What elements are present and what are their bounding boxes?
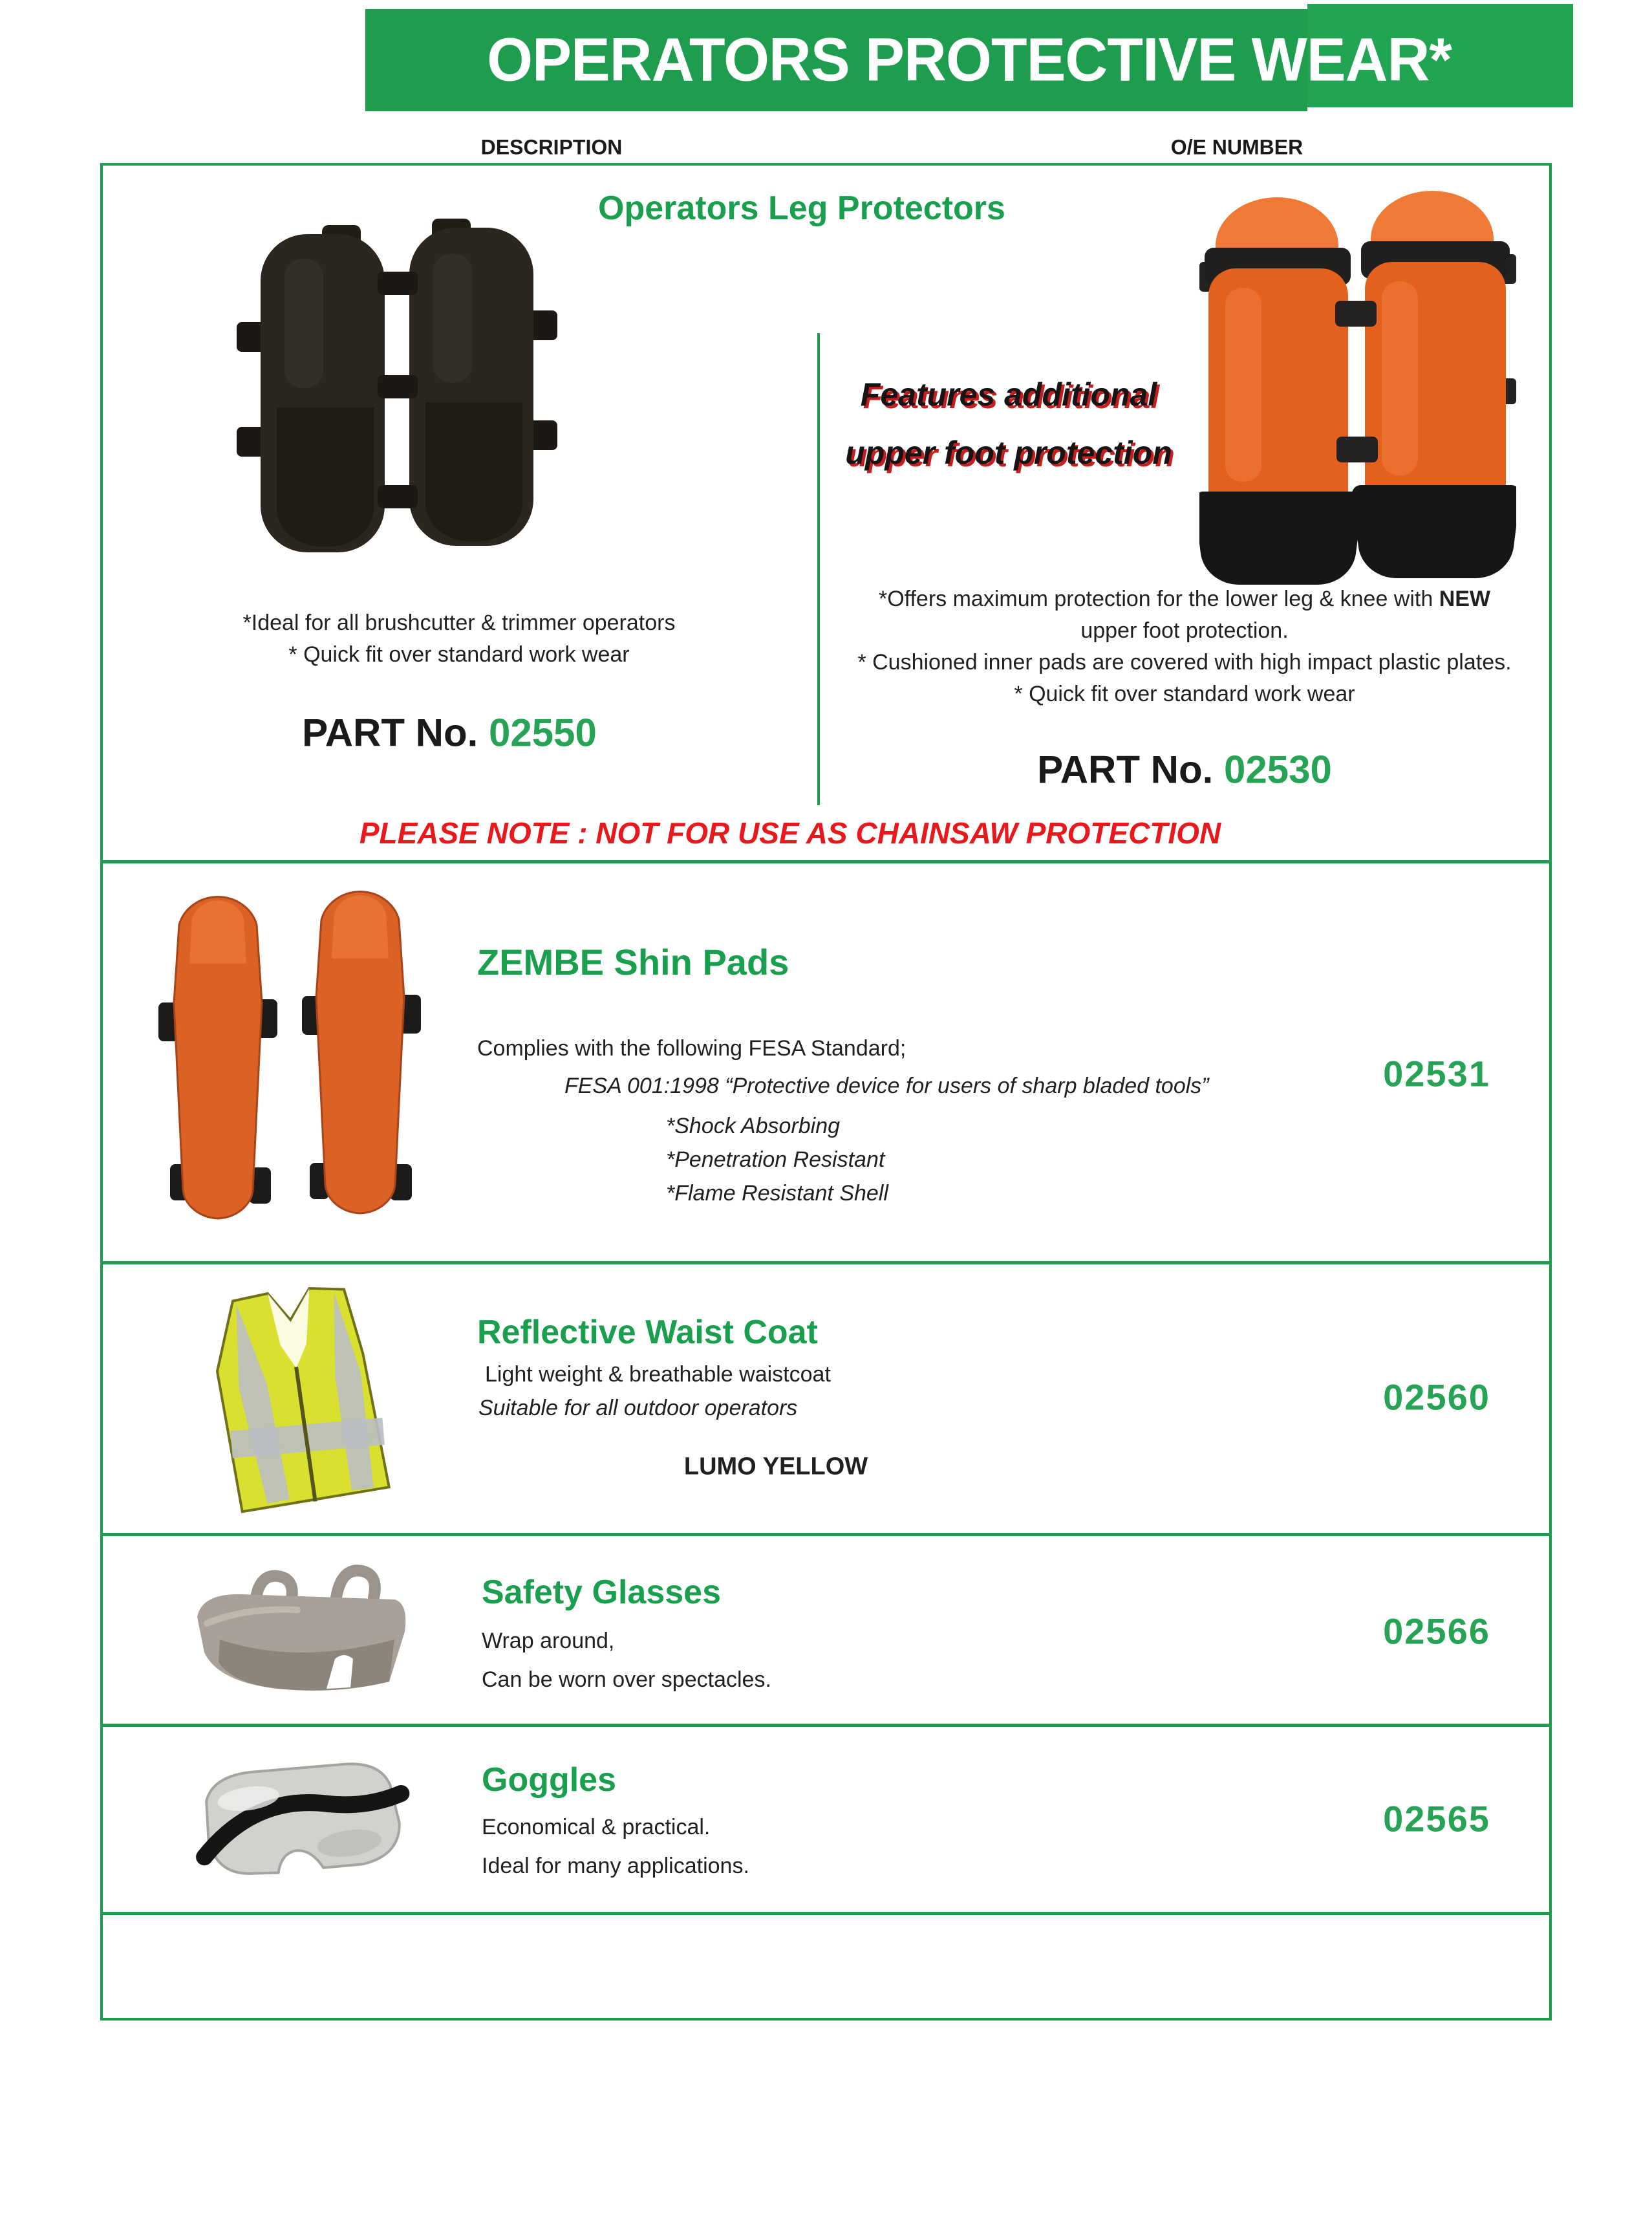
black-leg-protector-left (237, 225, 385, 552)
section-divider (100, 1261, 1552, 1264)
shin-pads-line2: FESA 001:1998 “Protective device for users of sharp bladed tools” (564, 1074, 1209, 1098)
section-title-safety-glasses: Safety Glasses (482, 1574, 722, 1611)
section-divider (100, 1912, 1552, 1915)
column-header-oe-number: O/E NUMBER (1170, 135, 1303, 159)
part-label: PART No. (1037, 748, 1225, 792)
waist-coat-line2: Suitable for all outdoor operators (478, 1396, 798, 1420)
part-line-02550 (302, 711, 597, 755)
vest-color-label: LUMO YELLOW (683, 1453, 868, 1480)
vest (209, 1284, 392, 1513)
goggles-line2: Ideal for many applications. (482, 1854, 749, 1878)
black-leg-protectors-image (225, 213, 569, 569)
shin-pad-right (302, 892, 421, 1213)
bullet: * Cushioned inner pads are covered with high impact plastic plates. (857, 650, 1512, 675)
section-title-leg-protectors: Operators Leg Protectors (598, 190, 1005, 227)
shin-pads-bullet: *Penetration Resistant (666, 1147, 885, 1172)
section-title-shin-pads: ZEMBE Shin Pads (477, 942, 789, 982)
section-divider (100, 860, 1552, 863)
glasses (197, 1570, 405, 1690)
page-title: OPERATORS PROTECTIVE WEAR* (487, 25, 1452, 94)
section-title-goggles: Goggles (482, 1761, 617, 1799)
safety-glasses-image (181, 1562, 420, 1698)
feature-note (845, 365, 1172, 482)
column-header-description: DESCRIPTION (480, 135, 623, 159)
part-number: 02550 (489, 711, 597, 755)
part-number-02565: 02565 (1383, 1798, 1490, 1839)
shin-pads-bullet: *Shock Absorbing (666, 1114, 841, 1138)
orange-leg-protector-left (1199, 197, 1362, 585)
reflective-vest-image (184, 1284, 417, 1523)
feature-note-line2: upper foot protection (845, 435, 1172, 471)
black-leg-protector-right (409, 219, 557, 546)
bullet-continuation: upper foot protection. (1080, 618, 1289, 643)
bullet: * Quick fit over standard work wear (1014, 682, 1355, 706)
bullet: *Ideal for all brushcutter & trimmer operators (242, 611, 676, 635)
leg-protectors-left-bullets (243, 607, 676, 671)
section-vertical-divider (817, 333, 820, 805)
section-divider (100, 1724, 1552, 1727)
new-highlight: NEW (1439, 587, 1491, 611)
goggles (193, 1753, 410, 1886)
leg-protectors-right-bullets (857, 583, 1511, 710)
part-number-02566: 02566 (1383, 1610, 1490, 1652)
shin-pads-line1: Complies with the following FESA Standard; (477, 1036, 906, 1061)
safety-glasses-line1: Wrap around, (482, 1629, 615, 1653)
safety-glasses-line2: Can be worn over spectacles. (482, 1667, 771, 1692)
bullet: *Offers maximum protection for the lower leg & knee with NEW (878, 587, 1491, 611)
section-title-waist-coat: Reflective Waist Coat (477, 1314, 818, 1351)
bullet: * Quick fit over standard work wear (288, 642, 630, 667)
chainsaw-warning-note: PLEASE NOTE : NOT FOR USE AS CHAINSAW PROTECTION (359, 816, 1221, 850)
feature-note-line1: Features additional (860, 376, 1157, 413)
shin-pads-image (152, 880, 424, 1248)
part-label: PART No. (302, 711, 489, 755)
part-line-02530 (1037, 748, 1332, 792)
part-number: 02530 (1224, 748, 1332, 792)
goggles-image (181, 1753, 420, 1892)
orange-leg-protector-right (1352, 191, 1516, 578)
shin-pads-bullet: *Flame Resistant Shell (666, 1181, 888, 1206)
waist-coat-line1: Light weight & breathable waistcoat (485, 1362, 831, 1387)
goggles-line1: Economical & practical. (482, 1815, 711, 1839)
section-divider (100, 1533, 1552, 1536)
orange-leg-protectors-image (1199, 184, 1516, 592)
shin-pad-left (158, 897, 277, 1219)
part-number-02531: 02531 (1383, 1053, 1490, 1094)
part-number-02560: 02560 (1383, 1376, 1490, 1418)
